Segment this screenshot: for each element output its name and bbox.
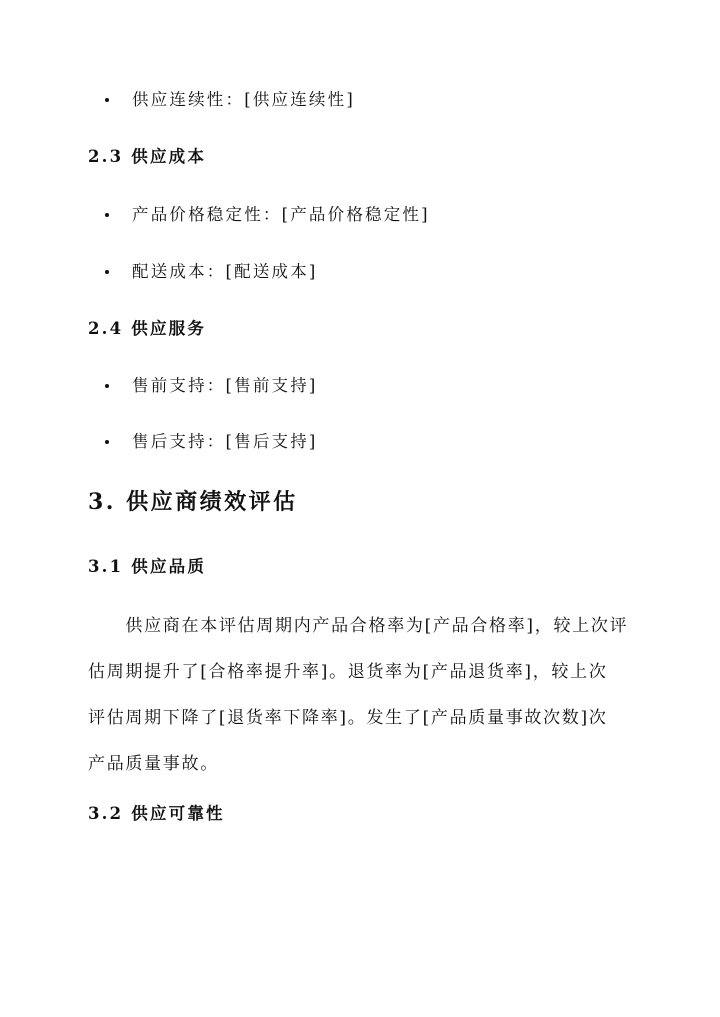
list-item-delivery-cost — [108, 258, 318, 282]
bullet-icon — [105, 213, 109, 217]
list-item-aftersale-support — [108, 428, 318, 452]
list-item-price-stability — [108, 201, 430, 225]
heading-3-2: 3.2 供应可靠性 — [88, 804, 225, 823]
heading-2-3: 2.3 供应成本 — [88, 147, 207, 166]
list-item-text: 售前支持：[售前支持] — [132, 376, 318, 395]
list-item-text: 产品价格稳定性：[产品价格稳定性] — [132, 205, 430, 224]
paragraph-line: 估周期提升了[合格率提升率]。退货率为[产品退货率]，较上次 — [88, 661, 608, 682]
paragraph-line: 评估周期下降了[退货率下降率]。发生了[产品质量事故次数]次 — [88, 707, 608, 728]
bullet-icon — [105, 98, 109, 102]
bullet-icon — [105, 270, 109, 274]
list-item-presale-support — [108, 372, 318, 396]
paragraph-line: 产品质量事故。 — [88, 753, 219, 774]
heading-3: 3. 供应商绩效评估 — [88, 488, 298, 515]
list-item-text: 售后支持：[售后支持] — [132, 432, 318, 451]
list-item-text: 供应连续性：[供应连续性] — [132, 90, 355, 109]
list-item-text: 配送成本：[配送成本] — [132, 262, 318, 281]
heading-3-1: 3.1 供应品质 — [88, 557, 207, 576]
heading-2-4: 2.4 供应服务 — [88, 319, 207, 338]
bullet-icon — [105, 440, 109, 444]
bullet-icon — [105, 384, 109, 388]
list-item-supply-continuity — [108, 86, 355, 110]
paragraph-line: 供应商在本评估周期内产品合格率为[产品合格率]，较上次评 — [88, 615, 629, 636]
